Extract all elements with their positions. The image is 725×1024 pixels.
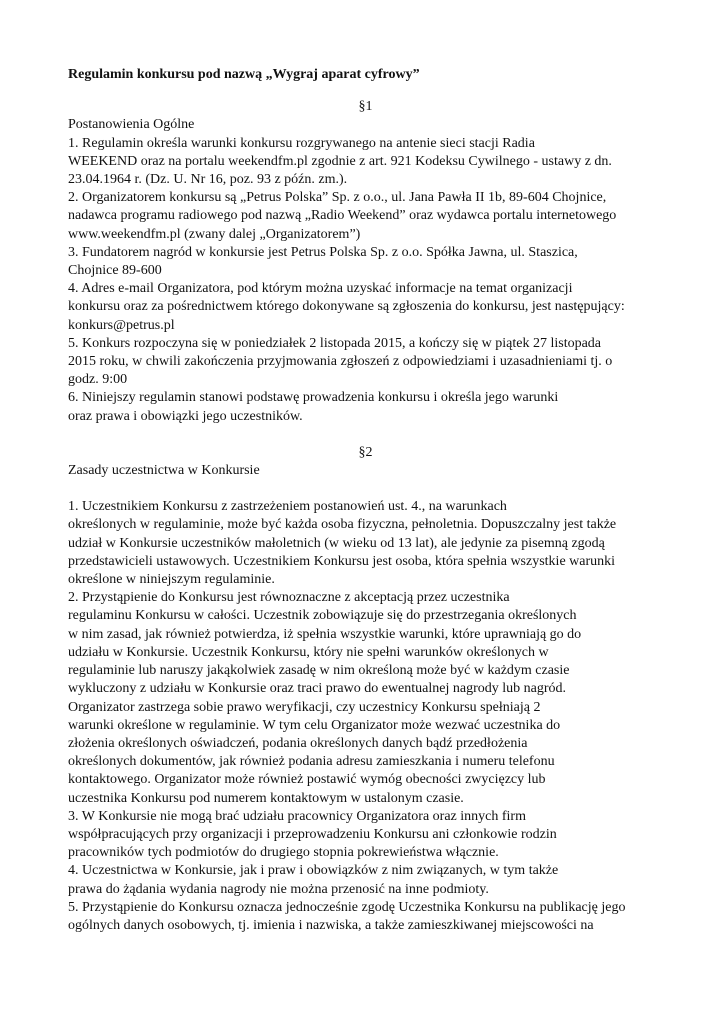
section-2-heading: Zasady uczestnictwa w Konkursie [68, 463, 260, 479]
text-line: określonych dokumentów, jak również podania adresu zamieszkania i numeru telefonu [68, 754, 555, 770]
section-1-heading: Postanowienia Ogólne [68, 117, 195, 133]
text-line: Organizator zastrzega sobie prawo weryfikacji, czy uczestnicy Konkursu spełniają 2 [68, 699, 541, 715]
text-line: 2. Organizatorem konkursu są „Petrus Polska” Sp. z o.o., ul. Jana Pawła II 1b, 89-604 Chojnice, [68, 190, 607, 206]
text-line: Chojnice 89-600 [68, 263, 162, 279]
text-line: 1. Uczestnikiem Konkursu z zastrzeżeniem postanowień ust. 4., na warunkach [68, 499, 507, 515]
text-line: kontaktowego. Organizator może również postawić wymóg obecności zwycięzcy lub [68, 772, 546, 788]
section-1-sign: §1 [358, 99, 373, 115]
text-line: nadawca programu radiowego pod nazwą „Radio Weekend” oraz wydawca portalu internetowego [68, 208, 617, 224]
text-line: 23.04.1964 r. (Dz. U. Nr 16, poz. 93 z późn. zm.). [68, 172, 348, 188]
text-line: WEEKEND oraz na portalu weekendfm.pl zgodnie z art. 921 Kodeksu Cywilnego - ustawy z dn. [68, 153, 612, 169]
text-line: 4. Uczestnictwa w Konkursie, jak i praw i obowiązków z nim związanych, w tym także [68, 863, 559, 879]
document-page [68, 66, 663, 935]
text-line: określonych w regulaminie, może być każda osoba fizyczna, pełnoletnia. Dopuszczalny jest także [68, 517, 617, 533]
text-line: godz. 9:00 [68, 372, 128, 388]
document-title: Regulamin konkursu pod nazwą „Wygraj aparat cyfrowy” [68, 67, 420, 82]
text-line: 2015 roku, w chwili zakończenia przyjmowania zgłoszeń z odpowiedziami i uzasadnieniami tj. o [68, 354, 613, 370]
text-line: regulaminie lub naruszy jakąkolwiek zasadę w nim określoną może być w każdym czasie [68, 663, 570, 679]
text-line: 4. Adres e-mail Organizatora, pod którym można uzyskać informacje na temat organizacji [68, 281, 573, 297]
text-line: przedstawicieli ustawowych. Uczestnikiem Konkursu jest osoba, która spełnia wszystkie warunki [68, 553, 616, 569]
text-line: oraz prawa i obowiązki jego uczestników. [68, 408, 303, 424]
section-2-sign: §2 [358, 444, 373, 460]
text-line: 2. Przystąpienie do Konkursu jest równoznaczne z akceptacją przez uczestnika [68, 590, 510, 606]
text-line: określone w niniejszym regulaminie. [68, 572, 275, 588]
text-line: 6. Niniejszy regulamin stanowi podstawę prowadzenia konkursu i określa jego warunki [68, 390, 559, 406]
text-line: ogólnych danych osobowych, tj. imienia i nazwiska, a także zamieszkiwanej miejscowości na [68, 917, 594, 933]
text-line: konkursu oraz za pośrednictwem którego dokonywane są zgłoszenia do konkursu, jest następujący: [68, 299, 625, 315]
section-2-body [68, 498, 663, 935]
text-line: 3. Fundatorem nagród w konkursie jest Petrus Polska Sp. z o.o. Spółka Jawna, ul. Staszica, [68, 244, 578, 260]
text-line: udziału w Konkursie. Uczestnik Konkursu, który nie spełni warunków określonych w [68, 644, 549, 660]
text-line: prawa do żądania wydania nagrody nie można przenosić na inne podmioty. [68, 881, 489, 897]
text-line: konkurs@petrus.pl [68, 317, 175, 333]
text-line: udział w Konkursie uczestników małoletnich (w wieku od 13 lat), ale jedynie za pisemną zgodą [68, 535, 605, 551]
text-line: 5. Konkurs rozpoczyna się w poniedziałek 2 listopada 2015, a kończy się w piątek 27 listopada [68, 335, 602, 351]
text-line: www.weekendfm.pl (zwany dalej „Organizatorem”) [68, 226, 361, 242]
text-line: 1. Regulamin określa warunki konkursu rozgrywanego na antenie sieci stacji Radia [68, 135, 535, 151]
section-1-body [68, 135, 663, 426]
text-line: warunki określone w regulaminie. W tym celu Organizator może wezwać uczestnika do [68, 717, 561, 733]
heading-spacer [68, 480, 663, 498]
text-line: pracowników tych podmiotów do drugiego stopnia pokrewieństwa włącznie. [68, 845, 499, 861]
section-spacer [68, 426, 663, 444]
text-line: współpracujących przy organizacji i przeprowadzeniu Konkursu ani członkowie rodzin [68, 826, 557, 842]
text-line: wykluczony z udziału w Konkursie oraz traci prawo do ewentualnej nagrody lub nagród. [68, 681, 567, 697]
text-line: złożenia określonych oświadczeń, podania określonych danych bądź przedłożenia [68, 735, 528, 751]
text-line: 3. W Konkursie nie mogą brać udziału pracownicy Organizatora oraz innych firm [68, 808, 526, 824]
text-line: 5. Przystąpienie do Konkursu oznacza jednocześnie zgodę Uczestnika Konkursu na publikację jego [68, 899, 626, 915]
text-line: uczestnika Konkursu pod numerem kontaktowym w ustalonym czasie. [68, 790, 464, 806]
text-line: regulaminu Konkursu w całości. Uczestnik zobowiązuje się do przestrzegania określonych [68, 608, 577, 624]
text-line: w nim zasad, jak również potwierdza, iż spełnia wszystkie warunki, które uprawniają go do [68, 626, 582, 642]
